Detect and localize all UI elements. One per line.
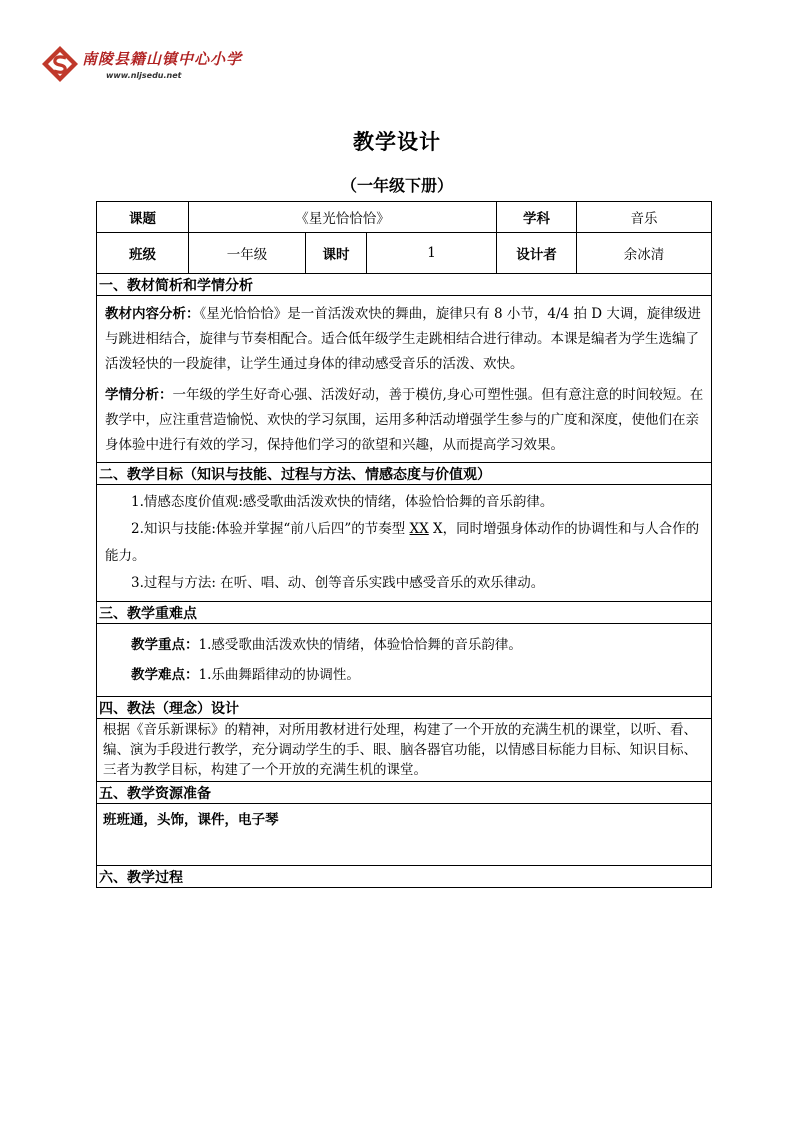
subject-label: 学科 bbox=[497, 202, 577, 233]
section2-heading: 二、教学目标（知识与技能、过程与方法、情感态度与价值观） bbox=[97, 463, 712, 485]
section2-body bbox=[97, 485, 712, 602]
difficult-point bbox=[105, 660, 707, 690]
school-url: www.nljsedu.net bbox=[106, 71, 182, 80]
resources-text: 班班通，头饰，课件，电子琴 bbox=[103, 812, 279, 828]
method-text: 根据《音乐新课标》的精神，对所用教材进行处理，构建了一个开放的充满生机的课堂，以听、看、编、演为手段进行教学，充分调动学生的手、眼、脑各器官功能，以情感目标能力目标、知识目标、三者为教学目标，构建了一个开放的充满生机的课堂。 bbox=[103, 722, 697, 778]
section5-heading: 五、教学资源准备 bbox=[97, 782, 712, 804]
key-point-label: 教学重点： bbox=[131, 637, 199, 653]
section1-body bbox=[97, 296, 712, 463]
section3-body bbox=[97, 624, 712, 697]
learner-analysis bbox=[105, 383, 707, 458]
goal-2-rhythm: XX bbox=[409, 521, 429, 537]
content-analysis-text: 《星光恰恰恰》是一首活泼欢快的舞曲，旋律只有 8 小节，4/4 拍 D 大调，旋律级进与跳进相结合，旋律与节奏相配合。适合低年级学生走跳相结合进行律动。本课是编者为学生选编了活泼轻快的一段旋律，让学生通过身体的律动感受音乐的活泼、欢快。 bbox=[105, 306, 701, 372]
section5-body bbox=[97, 804, 712, 866]
designer-value: 余冰清 bbox=[577, 233, 712, 274]
goal-1: 1.情感态度价值观:感受歌曲活泼欢快的情绪，体验恰恰舞的音乐韵律。 bbox=[131, 494, 554, 510]
learner-analysis-label: 学情分析： bbox=[105, 387, 173, 403]
section6-heading: 六、教学过程 bbox=[97, 866, 712, 888]
school-name: 南陵县籍山镇中心小学 bbox=[82, 50, 243, 68]
key-point-text: 1.感受歌曲活泼欢快的情绪，体验恰恰舞的音乐韵律。 bbox=[198, 637, 522, 653]
school-logo bbox=[40, 44, 243, 88]
difficult-point-label: 教学难点： bbox=[131, 667, 199, 683]
document-title: 教学设计 bbox=[353, 129, 441, 154]
period-value: 1 bbox=[367, 233, 497, 274]
section3-heading: 三、教学重难点 bbox=[97, 602, 712, 624]
topic-label: 课题 bbox=[97, 202, 189, 233]
content-analysis-label: 教材内容分析： bbox=[105, 306, 200, 322]
topic-value: 《星光恰恰恰》 bbox=[189, 202, 497, 233]
school-emblem-icon bbox=[40, 44, 80, 84]
key-point bbox=[105, 630, 707, 660]
difficult-point-text: 1.乐曲舞蹈律动的协调性。 bbox=[198, 667, 360, 683]
designer-label: 设计者 bbox=[497, 233, 577, 274]
subject-value: 音乐 bbox=[577, 202, 712, 233]
goal-2 bbox=[105, 516, 707, 570]
content-analysis bbox=[105, 302, 707, 377]
grade-value: 一年级 bbox=[189, 233, 306, 274]
learner-analysis-text: 一年级的学生好奇心强、活泼好动，善于模仿,身心可塑性强。但有意注意的时间较短。在教学中，应注重营造愉悦、欢快的学习氛围，运用多种活动增强学生参与的广度和深度，使他们在亲身体验中进行有效的学习，保持他们学习的欲望和兴趣，从而提高学习效果。 bbox=[105, 387, 704, 453]
goal-2-before: 2.知识与技能:体验并掌握“前八后四”的节奏型 bbox=[131, 521, 410, 537]
goal-3: 3.过程与方法: 在听、唱、动、创等音乐实践中感受音乐的欢乐律动。 bbox=[131, 575, 545, 591]
section4-heading: 四、教法（理念）设计 bbox=[97, 697, 712, 719]
document-subtitle: （一年级下册） bbox=[340, 176, 453, 195]
period-label: 课时 bbox=[306, 233, 367, 274]
section4-body bbox=[97, 719, 712, 782]
section1-heading: 一、教材简析和学情分析 bbox=[97, 274, 712, 296]
lesson-plan-table bbox=[96, 201, 712, 888]
grade-label: 班级 bbox=[97, 233, 189, 274]
goal-2-after: X，同时增强身体动作的协调性和与人合作的能力。 bbox=[105, 521, 700, 564]
